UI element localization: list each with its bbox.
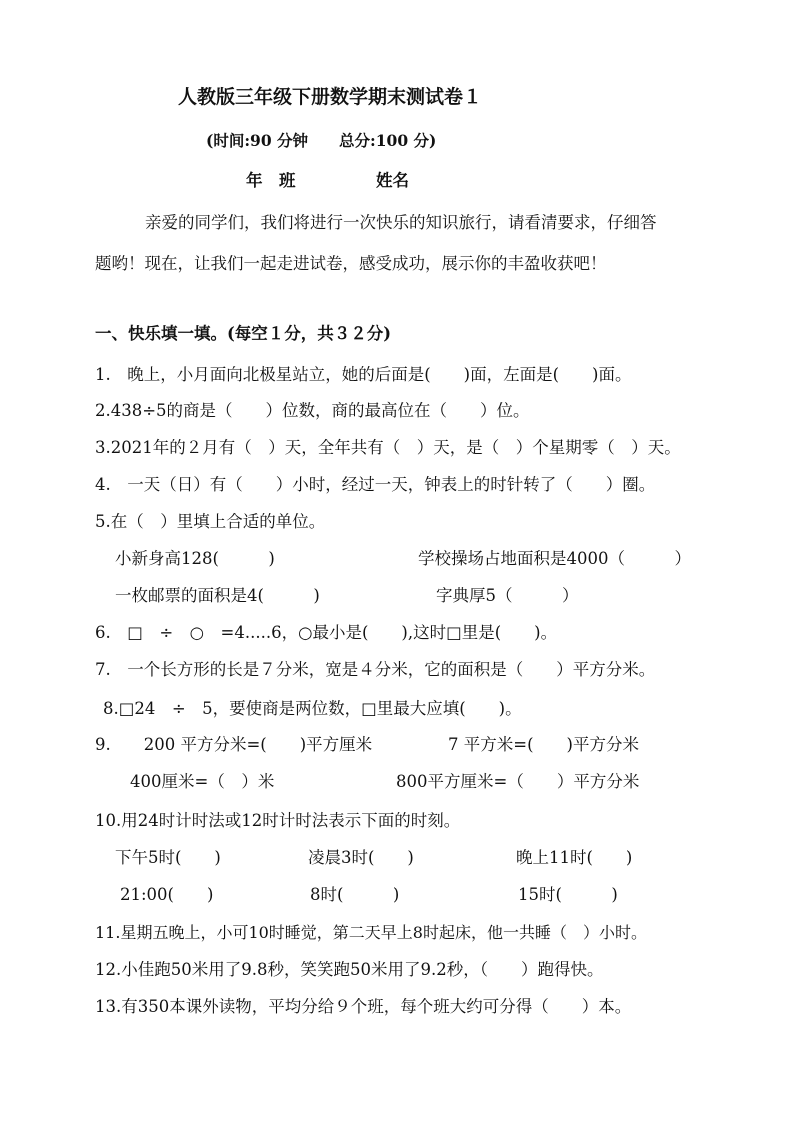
question-8: 8.□24 ÷ 5，要使商是两位数，□里最大应填( )。 (103, 699, 522, 718)
name-label: 姓名 (376, 171, 409, 190)
question-10a: 下午5时( ) (115, 848, 221, 867)
question-10c: 晚上11时( ) (516, 848, 633, 867)
question-9d: 800平方厘米=（ ）平方分米 (396, 772, 640, 791)
question-10: 10.用24时计时法或12时计时法表示下面的时刻。 (95, 811, 461, 830)
question-3: 3.2021年的２月有（ ）天，全年共有（ ）天，是（ ）个星期零（ ）天。 (95, 438, 681, 457)
question-12: 12.小佳跑50米用了9.8秒，笑笑跑50米用了9.2秒，（ ）跑得快。 (95, 960, 604, 979)
question-5b: 学校操场占地面积是4000（ ） (418, 549, 691, 568)
question-10d: 21:00( ) (120, 885, 214, 904)
question-10f: 15时( ) (518, 885, 618, 904)
question-7: 7. 一个长方形的长是７分米，宽是４分米，它的面积是（ ）平方分米。 (95, 660, 656, 679)
question-4: 4. 一天（日）有（ ）小时，经过一天，钟表上的时针转了（ ）圈。 (95, 475, 656, 494)
question-9a: 9. 200 平方分米=( )平方厘米 (95, 735, 373, 754)
intro-line-1: 亲爱的同学们，我们将进行一次快乐的知识旅行，请看清要求，仔细答 (145, 213, 657, 232)
question-1: 1. 晚上，小月面向北极星站立，她的后面是( )面，左面是( )面。 (95, 365, 632, 384)
section-heading: 一、快乐填一填。(每空１分，共３２分) (95, 324, 392, 343)
question-9c: 400厘米=（ ）米 (130, 772, 275, 791)
question-13: 13.有350本课外读物，平均分给９个班，每个班大约可分得（ ）本。 (95, 997, 632, 1016)
question-6: 6. □ ÷ ○ =4.....6，○最小是( ),这时□里是( )。 (95, 623, 558, 642)
time-info: (时间:90 分钟 总分:100 分) (206, 131, 437, 150)
question-5: 5.在（ ）里填上合适的单位。 (95, 512, 326, 531)
question-10b: 凌晨3时( ) (308, 848, 414, 867)
question-5d: 字典厚5（ ） (436, 586, 579, 605)
question-2: 2.438÷5的商是（ ）位数，商的最高位在（ ）位。 (95, 401, 530, 420)
question-10e: 8时( ) (310, 885, 400, 904)
intro-line-2: 题哟！现在，让我们一起走进试卷，感受成功，展示你的丰盈收获吧！ (95, 254, 607, 273)
question-5c: 一枚邮票的面积是4( ) (115, 586, 320, 605)
class-label: 年 班 (246, 171, 296, 190)
question-5a: 小新身高128( ) (115, 549, 275, 568)
question-11: 11.星期五晚上，小可10时睡觉，第二天早上8时起床，他一共睡（ ）小时。 (95, 923, 647, 942)
page-title: 人教版三年级下册数学期末测试卷１ (178, 86, 483, 108)
question-9b: 7 平方米=( )平方分米 (448, 735, 639, 754)
